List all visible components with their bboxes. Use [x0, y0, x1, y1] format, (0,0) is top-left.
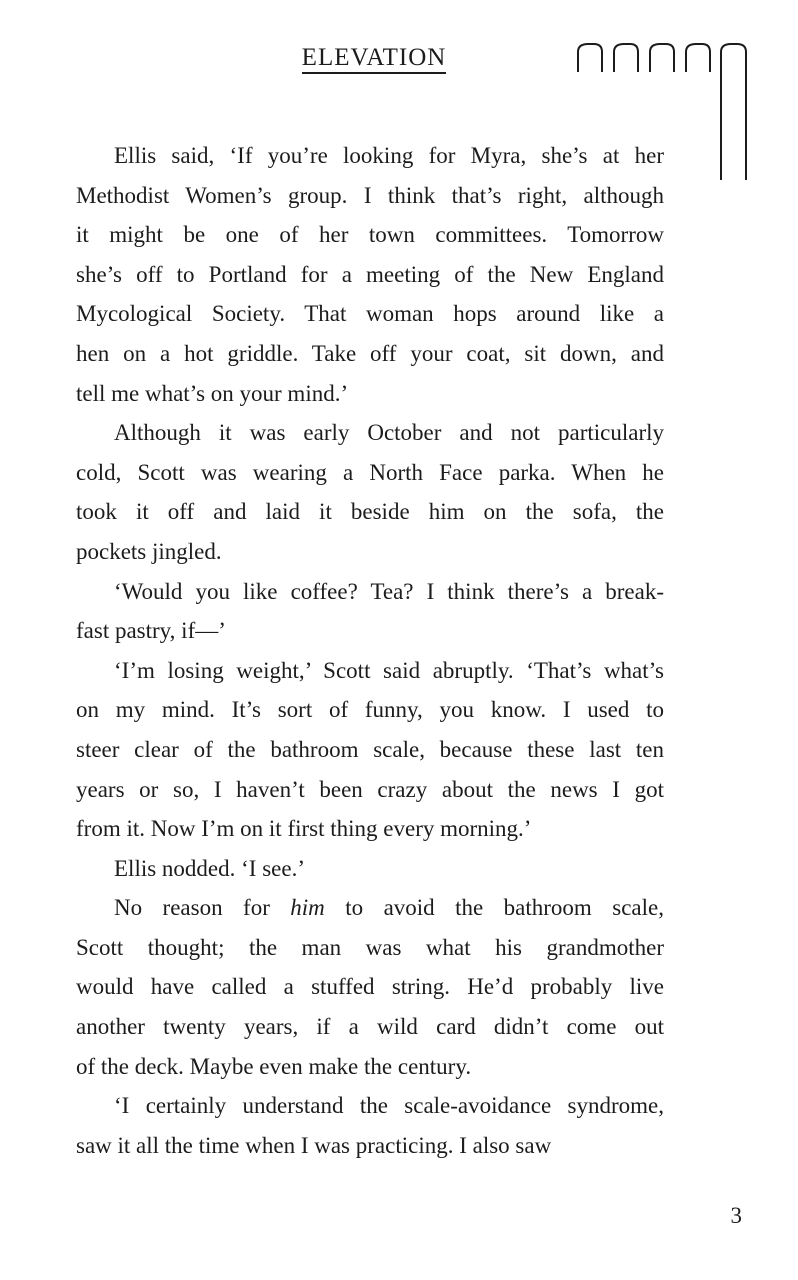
paragraph [76, 1086, 664, 1165]
text-line: fast pastry, if—’ [76, 618, 226, 644]
paragraph [76, 572, 664, 651]
text-line: pockets jingled. [76, 538, 222, 564]
page-number: 3 [730, 1203, 742, 1228]
text-line: hen on a hot griddle. Take off your coat, sit down, and [76, 340, 664, 366]
text-line: it might be one of her town committees. Tomorrow [76, 222, 664, 248]
text-line: saw it all the time when I was practicing. I also saw [76, 1132, 552, 1158]
text-line: of the deck. Maybe even make the century. [76, 1053, 472, 1079]
text-line: years or so, I haven’t been crazy about the news I got [76, 776, 664, 802]
text-line: ‘Would you like coffee? Tea? I think there’s a break- [114, 578, 664, 604]
paragraph [76, 651, 664, 849]
text-line: took it off and laid it beside him on the sofa, the [76, 499, 664, 525]
paragraph [76, 888, 664, 1086]
text-line: Mycological Society. That woman hops around like a [76, 301, 664, 327]
text-line: from it. Now I’m on it first thing every morning.’ [76, 816, 532, 842]
running-head-title: ELEVATION [302, 44, 447, 74]
text-line: steer clear of the bathroom scale, because these last ten [76, 736, 664, 762]
paragraph [76, 849, 664, 889]
text-line: another twenty years, if a wild card didn’t come out [76, 1014, 664, 1040]
text-line: Although it was early October and not particularly [114, 420, 664, 446]
text-line: ‘I’m losing weight,’ Scott said abruptly. ‘That’s what’s [114, 657, 664, 683]
text-line: on my mind. It’s sort of funny, you know. I used to [76, 697, 664, 723]
emphasis: him [290, 895, 325, 921]
text-line: Ellis said, ‘If you’re looking for Myra, she’s at her [114, 143, 664, 168]
running-head [293, 44, 455, 72]
text-line: Scott thought; the man was what his grandmother [76, 934, 664, 960]
text-line: she’s off to Portland for a meeting of the New England [76, 261, 664, 287]
text-line: Methodist Women’s group. I think that’s right, although [76, 182, 664, 208]
text-line: cold, Scott was wearing a North Face parka. When he [76, 459, 664, 485]
text-line: ‘I certainly understand the scale-avoidance syndrome, [114, 1093, 664, 1119]
paragraph [76, 413, 664, 571]
text-line: tell me what’s on your mind.’ [76, 380, 349, 406]
paragraph [76, 136, 664, 413]
text-line: No reason for him to avoid the bathroom scale, [114, 895, 664, 921]
text-line: would have called a stuffed string. He’d probably live [76, 974, 664, 1000]
text-line: Ellis nodded. ‘I see.’ [114, 855, 305, 881]
body-text [76, 136, 664, 1165]
